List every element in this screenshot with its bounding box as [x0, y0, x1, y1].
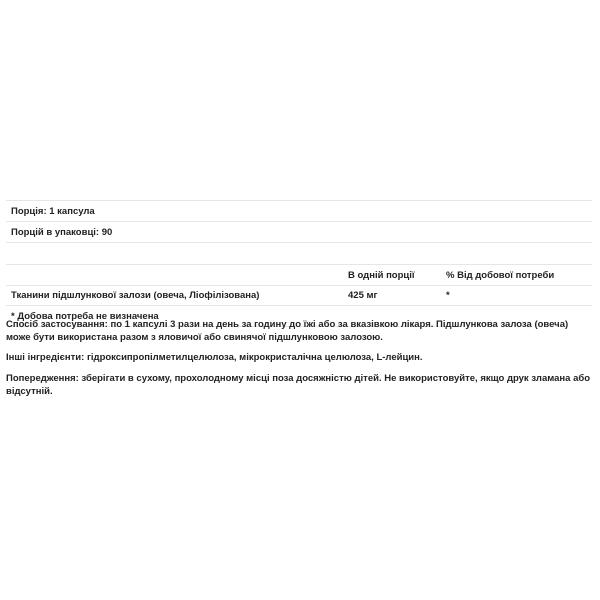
table-row	[6, 285, 592, 306]
servings-per-container-row	[6, 221, 592, 242]
ingredient-daily-value: *	[446, 290, 450, 301]
ingredient-amount: 425 мг	[348, 290, 378, 301]
usage-paragraph: Спосіб застосування: по 1 капсулі 3 рази на день за годину до їжі або за вказівкою лікаря. Підшлункова залоза (овеча) може бути використана разом з яловичої або свинячої підшлунковою залозою.	[6, 319, 569, 343]
table-header-row	[6, 264, 592, 285]
servings-per-container: Порцій в упаковці: 90	[11, 226, 113, 238]
header-daily-value: % Від добової потреби	[446, 269, 555, 281]
supplement-facts-table	[6, 200, 592, 327]
spacer-row	[6, 242, 592, 264]
header-amount: В одній порції	[348, 269, 415, 281]
serving-size-row	[6, 200, 592, 221]
footnote: * Добова потреба не визначена	[11, 310, 159, 322]
serving-size: Порція: 1 капсула	[11, 205, 95, 217]
ingredient-name: Тканини підшлункової залози (овеча, Ліофілізована)	[11, 290, 260, 301]
other-ingredients-paragraph: Інші інгредієнти: гідроксипропілметилцелюлоза, мікрокристалічна целюлоза, L-лейцин.	[6, 352, 423, 363]
warning-paragraph: Попередження: зберігати в сухому, прохолодному місці поза досяжністю дітей. Не використовуйте, якщо друк зламана або відсутній.	[6, 373, 591, 397]
